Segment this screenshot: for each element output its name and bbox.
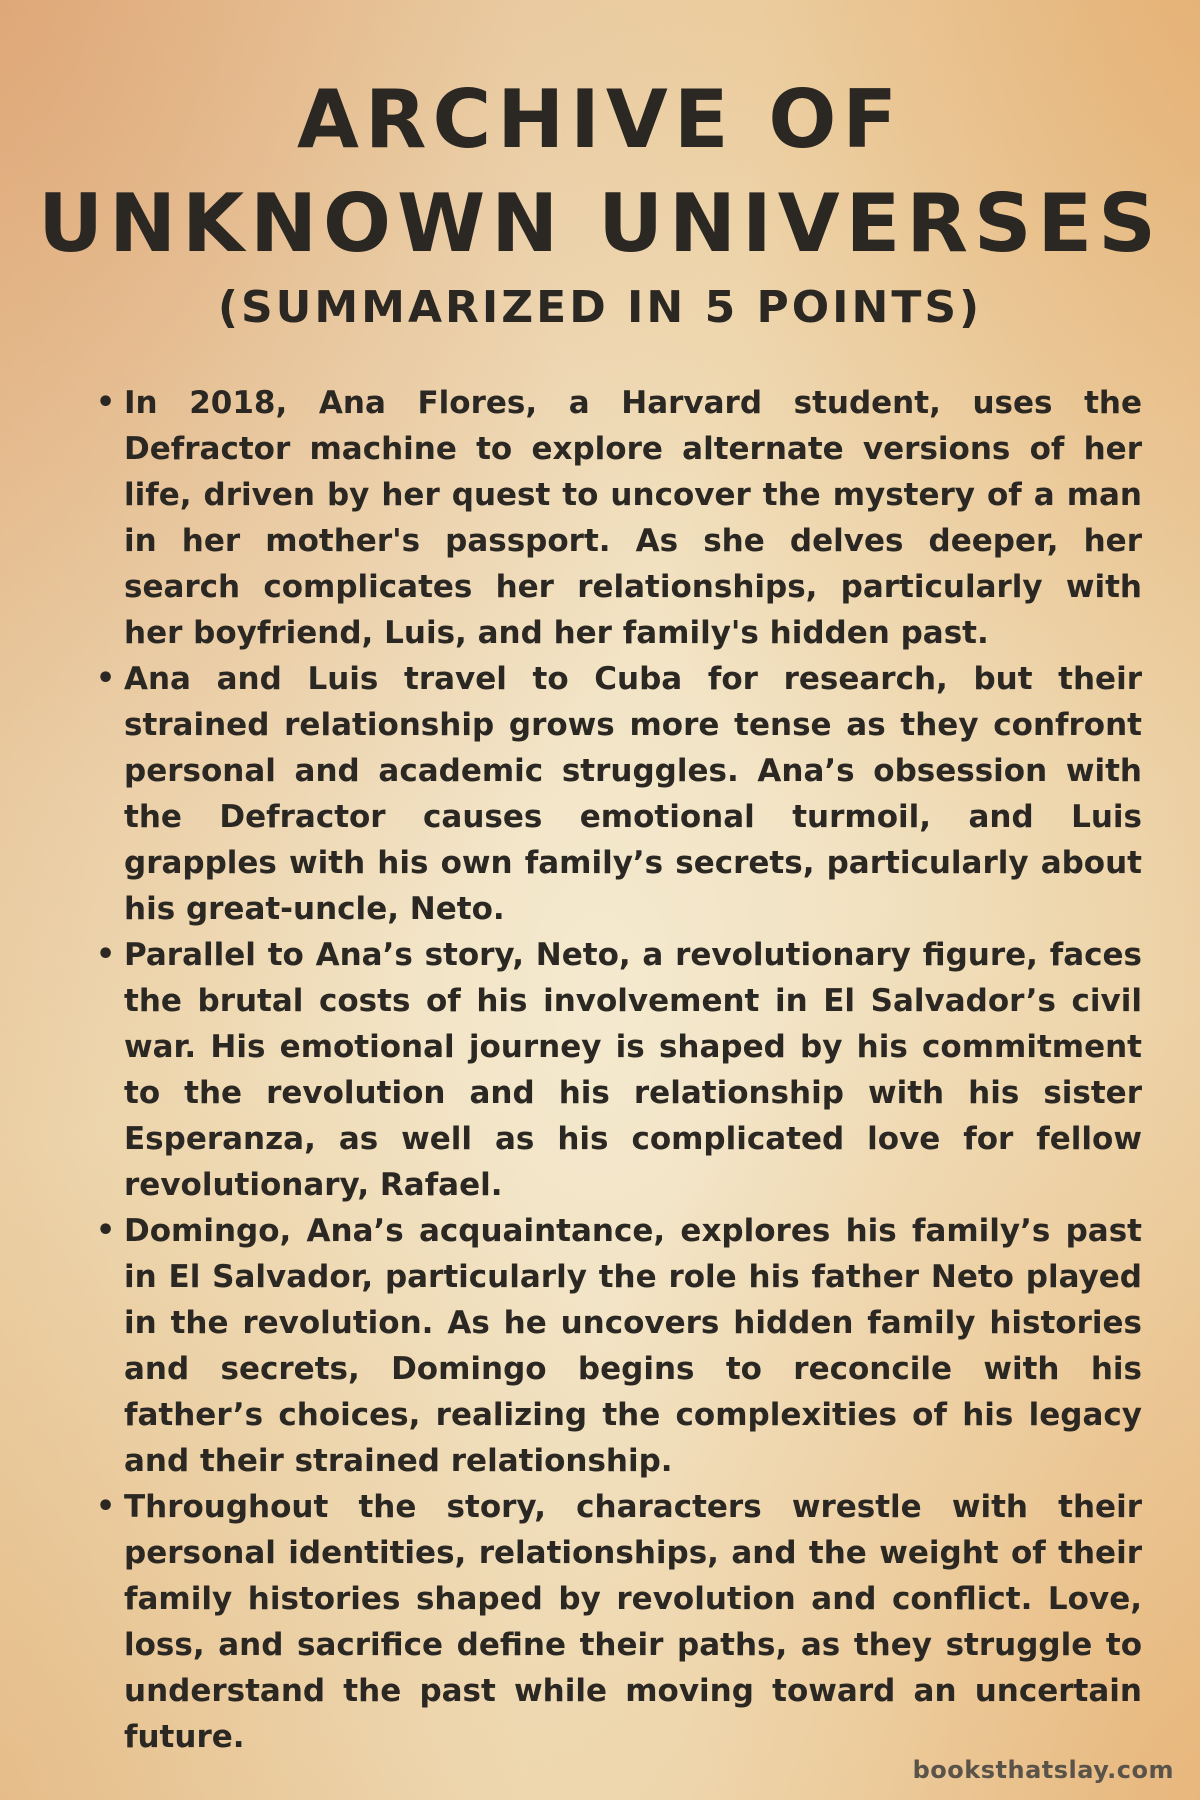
- bullet-icon: •: [96, 1213, 116, 1248]
- subtitle: (SUMMARIZED IN 5 POINTS): [217, 282, 983, 333]
- book-title-line-2: UNKNOWN UNIVERSES: [38, 177, 1162, 270]
- summary-point-5: [92, 1484, 1142, 1760]
- bullet-icon: •: [96, 661, 116, 696]
- summary-point-4: [92, 1208, 1142, 1484]
- bullet-icon: •: [96, 385, 116, 420]
- website-watermark: booksthatslay.com: [912, 1756, 1174, 1784]
- title-block: [0, 68, 1200, 336]
- summary-point-text: In 2018, Ana Flores, a Harvard student, uses the Defractor machine to explore alternate versions of her life, driven by her quest to uncover the mystery of a man in her mother's passport. As she delves deeper, her search complicates her relationships, particularly with her boyfriend, Luis, and her family's hidden past.: [124, 385, 1142, 651]
- summary-point-text: Domingo, Ana’s acquaintance, explores his family’s past in El Salvador, particularly the role his father Neto played in the revolution. As he uncovers hidden family histories and secrets, Domingo begins to reconcile with his father’s choices, realizing the complexities of his legacy and their strained relationship.: [124, 1213, 1142, 1479]
- summary-point-3: [92, 932, 1142, 1208]
- bullet-icon: •: [96, 937, 116, 972]
- summary-point-text: Ana and Luis travel to Cuba for research, but their strained relationship grows more tense as they confront personal and academic struggles. Ana’s obsession with the Defractor causes emotional turmoil, and Luis grapples with his own family’s secrets, particularly about his great-uncle, Neto.: [124, 661, 1142, 927]
- summary-points-list: [92, 380, 1142, 1760]
- summary-point-text: Parallel to Ana’s story, Neto, a revolutionary figure, faces the brutal costs of his involvement in El Salvador’s civil war. His emotional journey is shaped by his commitment to the revolution and his relationship with his sister Esperanza, as well as his complicated love for fellow revolutionary, Rafael.: [124, 937, 1142, 1203]
- bullet-icon: •: [96, 1489, 116, 1524]
- summary-point-text: Throughout the story, characters wrestle with their personal identities, relationships, and the weight of their family histories shaped by revolution and conflict. Love, loss, and sacrifice define their paths, as they struggle to understand the past while moving toward an uncertain future.: [124, 1489, 1142, 1755]
- summary-point-2: [92, 656, 1142, 932]
- summary-point-1: [92, 380, 1142, 656]
- book-title-line-1: ARCHIVE OF: [296, 73, 903, 166]
